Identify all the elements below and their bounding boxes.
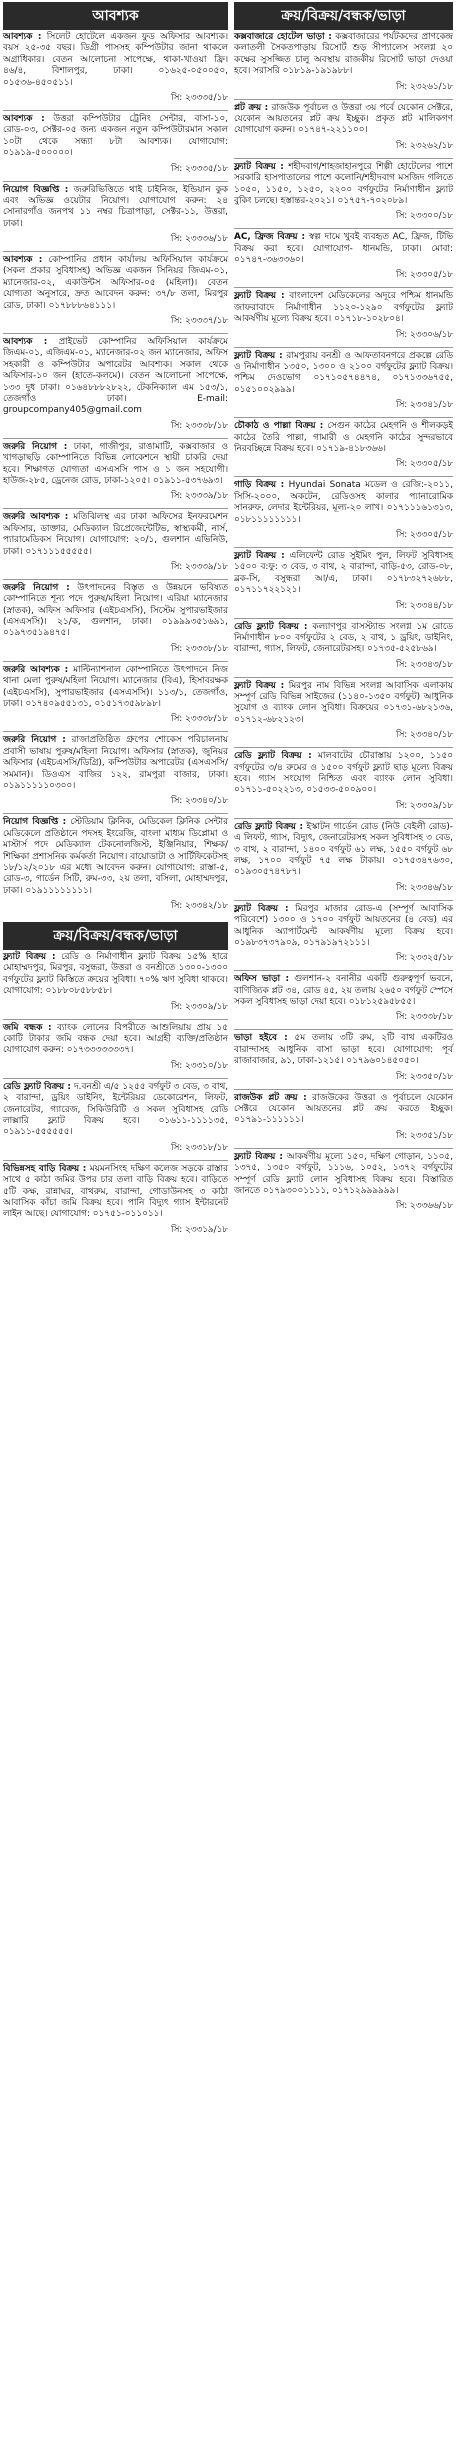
divider <box>234 747 453 748</box>
ad-body: রেডি ও নির্মাণাধীন ফ্ল্যাট বিক্রয় ১৫% হারে মোহাম্মদপুর, মিরপুর, বসুন্ধরা, উত্তরা ও বনশ্রীতে ১৩০০-১৩০০ বর্গফুটের ফ্ল্যাট কিস্তিতে ক্রয়ের সুবিধা। ৭০% ঋণ সুবিধা থাকবে। যোগাযোগ: ০১৮৮০৮৫৮৮৫৮। <box>3 952 228 997</box>
ad-code: সি: ২৩২৬১/১৮ <box>395 81 453 92</box>
divider <box>3 110 228 111</box>
ad-code: সি: ২৩৩৩৮/১৮ <box>170 643 228 654</box>
divider <box>234 618 453 619</box>
divider <box>3 251 228 252</box>
ad-code: সি: ২৩৩০৯/১৮ <box>395 800 453 811</box>
ad-title: রেডি ফ্ল্যাট বিক্রয় : <box>234 621 308 632</box>
ad-title: অফিস ভাড়া : <box>234 974 290 985</box>
ad-code: সি: ২৩৩৩৫/১৮ <box>170 163 228 174</box>
ad-body: মালবাটের চৌরাস্তায় ১২০০, ১১৫০ বর্গফুটের ৩/৪ রুমের ও ১৫০০ বর্গফুট ফ্ল্যাট ছাড় মূল্যে বিক্রয় হবে। গ্যাস সংযোগ নিশ্চিত এবং ব্যাংক লোন সুবিধা। ০১৭১১-৫০২২১৩, ০১৫৩৩-৫০০৯০০। <box>234 751 453 796</box>
ad-title: জমি বন্ধক : <box>3 1022 52 1033</box>
left-sale-ad-3 <box>3 1164 228 1240</box>
ad-code: সি: ২৩৩৪০/১৮ <box>170 796 228 807</box>
ad-body: মাল্টিন্যাশনাল কোম্পানিতে উৎপাদনে নিজ থানা মেলা পুরুষ/মহিলা নিয়োগ। ম্যানেজার (বিএ), হিসাবরক্ষক (এইচএসসি), সুপারভাইজার (এসএসসি)। ১১৩/১, তেজগাঁও, ঢাকা। ০১৭৪০৯৫৫১৩১, ০১৫১৭৩৫৯৮৯৮। <box>3 664 228 710</box>
ad-code: সি: ২৩৩৩৮/১৮ <box>170 714 228 725</box>
left-ad-6 <box>3 512 228 577</box>
ad-body: শহীদবাগ/শাহজাহানপুরে শিল্পী হোটেলের পাশে সরকারি হাসপাতালের পাশে কলোনি/শহীদবাগ মসজিদ গলিতে ১০৫০, ১১৫০, ১২৫০, ২২০০ বর্গফুটের নির্মাণাধীন ফ্ল্যাট বুকিং চলছে। হস্তান্তর-২০২১। ০১৭৫৭-৭০২০৮৯। <box>234 161 453 206</box>
divider <box>234 158 453 159</box>
ad-code: সি: ২৩৩৩৫/১৮ <box>170 92 228 103</box>
ad-title: জরুরি নিয়োগ : <box>3 441 68 452</box>
ad-code: সি: ২৩৩০০/১৮ <box>395 211 453 222</box>
left-column <box>3 2 228 2437</box>
ad-body: মতিঝিলস্থ এর ঢাকা অফিসের ইনফরমেশন অফিসার, ডাক্তার, মেডিক্যাল রিপ্রেজেন্টেটিভ, স্বাস্থ্যকর্মী, নার্স, প্যারামেডিকস নিয়োগ। যোগাযোগ: ২০/১, গুলশান এভিনিউ, ঢাকা। ০১৭১১১৫৫৫৫৫। <box>3 512 229 557</box>
left-ad-3 <box>3 255 228 331</box>
divider <box>234 818 453 819</box>
divider <box>234 677 453 678</box>
left-sale-ad-2 <box>3 1082 228 1158</box>
divider <box>234 347 453 348</box>
ad-body: জরুরিভিত্তিতে থাই চাইনিজ, ইন্ডিয়ান কুক এবং অভিজ্ঞ ওয়েটার নিয়োগ। যোগাযোগ করুন: ২৪ সোনারগাঁও জনপথ ১১ নম্বর চিত্রাপাড়া, সেক্টর-১১, উত্তরা, ঢাকা। <box>3 184 228 229</box>
divider <box>3 333 228 334</box>
ad-title: নিয়োগ বিজ্ঞপ্তি : <box>3 184 69 195</box>
divider <box>3 1078 228 1079</box>
ad-title: AC, ফ্রিজ বিক্রয় : <box>234 232 306 243</box>
divider <box>3 731 228 732</box>
ad-code: সি: ২৩৩৪২/১৮ <box>170 901 228 912</box>
ad-title: চৌকাঠ ও পাল্লা বিক্রয় : <box>234 421 324 432</box>
right-ad-3 <box>234 232 453 285</box>
divider <box>3 438 228 439</box>
ad-title: আবশ্যক : <box>3 337 48 348</box>
ad-title: জরুরি আবশ্যক : <box>3 512 69 523</box>
divider <box>234 900 453 901</box>
ad-title: আবশ্যক : <box>3 32 42 42</box>
right-ad-13 <box>234 904 453 969</box>
right-ad-15 <box>234 1033 453 1086</box>
left-sale-ad-0 <box>3 952 228 1017</box>
ad-body: উৎপাদনের বিস্তৃত ও উন্নয়নে ভবিষ্যত কোম্পানিতে শূন্য পদে পুরুষ/মহিলা নিয়োগ। এরিয়া ম্যানেজার (স্নাতক), অফিস অফিসার (এইচএসসি), সিস্টেম সুপারভাইজার (এসএসসি)। ২১/ক, গুলশান, ঢাকা। ০১৯৯৯৩৫১৬৯১, ০১৯৭৩৫১৯৪৭৫। <box>3 582 228 639</box>
ad-title: আবশ্যক : <box>3 113 45 124</box>
ad-body: রাজাপ্রতিষ্ঠিত গ্রুপের শোকেস পরিচালনায় প্রবাসী ভাষায় পুরুষ/মহিলা নিয়োগ। অফিসার (স্নাতক), জুনিয়র অফিসার (এইচএসসি/ডিগ্রি), কম্পিউটার অপারেটর (এসএসসি/সমমান)। ডিওএস বাজির ১২২, রামপুরা বাজার, ঢাকা। ০১৯১১১১১০৩০০। <box>3 735 228 791</box>
left-ad-2 <box>3 185 228 250</box>
divider <box>3 813 228 814</box>
ad-title: কক্সবাজারে হোটেল ভাড়া : <box>234 32 332 42</box>
divider <box>234 99 453 100</box>
ad-code: সি: ২৩৩৬৬/১৮ <box>395 1201 453 1212</box>
divider <box>3 1160 228 1161</box>
ad-body: রাজউক পূর্বাচল ও উত্তরা ৩য় পর্বে যেকোন সেক্টরে, যেকোন আয়তনের প্লট ক্রয় ইচ্ছুক। প্রকৃত প্লট মালিকগণ যোগাযোগ করুন। ০১৭৪৭-২২১১০০। <box>234 102 453 136</box>
ad-body: সিলেট হোটেলে একজন ফুড অফিসার আবশ্যক। বয়স ২৫-৩৫ বছর। ডিগ্রী পাসসহ কম্পিউটার জানা থাকলে অগ্রাধিকার। বেতন আলোচনা সাপেক্ষে, থাকা-খাওয়া ফ্রি। ৪৬/৪, বিশালপুর, ঢাকা। ০১৬২৫-০৫০০৫০, ০১৫৩৬-৪৫০৫১১। <box>3 32 228 88</box>
ad-title: রেডি ফ্ল্যাট বিক্রয় : <box>234 751 312 762</box>
divider <box>3 661 228 662</box>
ad-code: সি: ২৩৩১৮/১৮ <box>170 1142 228 1153</box>
ad-body: দ.বনশ্রী এ/৫ ১২৫৫ বর্গফুট ৩ বেড, ৩ বাথ, ২ বারান্দা, ড্রয়িং ডাইনিং, ইন্টেরিয়র ডেকোরেশন, লিফট, জেনারেটর, গ্যারেজ, সিকিউরিটি ও সকল সুবিধাসহ রেডি লাক্সারি ফ্ল্যাট বিক্রয় হবে। ০১৬১১-১১১১৩৫, ০১৯১১-৫৫৫৫৫৫। <box>3 1081 229 1138</box>
section-header-wanted: আবশ্যক <box>3 2 228 30</box>
ad-code: সি: ২৩৩০৬/১৮ <box>395 329 453 340</box>
divider <box>234 417 453 418</box>
ad-body: কোম্পানির প্রধান কার্যালয় অফিসিয়াল কার্যক্রমে (সকল প্রকার সুবিধাসহ) অভিজ্ঞ একজন সিনিয়র জিএম-০১, ম্যানেজার-০২, একাউন্টস অফিসার-০৫ (মহিলা)। বেতন যোগ্যতা অনুসারে, দ্রুত আবেদন করুন: ৩৭/৮ তলা, মিরপুর রোড, ঢাকা। ০১৭৮৮৮৬৪১১১। <box>3 255 229 311</box>
ad-title: জরুরি নিয়োগ : <box>3 582 70 593</box>
right-ad-9 <box>234 622 453 675</box>
divider <box>3 579 228 580</box>
ad-body: রাজউকের উত্তরা ও পূর্বাচলে যেকোন সেক্টরে যেকোন আয়তনের প্লট ক্রয় করতে ইচ্ছুক। ০১৭৯১-১১১১১১। <box>234 1092 453 1126</box>
ad-code: সি: ২৩৩০৯/১৮ <box>170 1001 228 1012</box>
ad-code: সি: ২৩৩৪৬/১৮ <box>395 882 453 893</box>
divider <box>234 287 453 288</box>
ad-body: ৫ম তলায় ৩টি রুম, ২টি বাথ একটিরও বারান্দাসহ আধুনিক বাসা ভাড়া হবে। যোগাযোগ: পূর্ব রাজাবাজার, ৯১, ঢাকা-১২১৫। ০১৭৯৬০১৪৫০৫০। <box>234 1033 454 1067</box>
right-column <box>234 2 453 2437</box>
ad-code: সি: ২৩৩১৯/১৮ <box>170 1224 228 1235</box>
section-header-sale: ক্রয়/বিক্রয়/বন্ধক/ভাড়া <box>3 922 228 950</box>
ad-code: সি: ২৩৩৩৯/১৮ <box>170 491 228 502</box>
right-ad-4 <box>234 291 453 344</box>
left-ad-10 <box>3 817 228 916</box>
ad-body: প্রাইভেট কোম্পানির অফিসিয়াল কার্যক্রমে জিএম-০১, এজিএম-০১, ম্যানেজার-০২ জন ম্যানেজার, অফিস সহকারী ও কম্পিউটার অপারেটর আবশ্যক। সকাল থেকে অফিসার-১০ জন (হাতে-কলমে)। বেতন আলোচনা সাপেক্ষে, ১৩৩ দুধ ঢাকা। ০১৬৪৮৮৮২৮২২, টেকনিক্যাল এম ১৫৩/১, তেজগাঁও ঢাকা। E-mail: groupcompany405@gmail.com <box>3 337 229 416</box>
left-ad-9 <box>3 735 228 811</box>
ad-body: গুলশান-২ বনানীর একটি গুরুত্বপূর্ণ ভবনে, বাণিজ্যিক প্লট ৩৪, রোড ৪৫, ২য় তলায় ২৬৫০ বর্গফুট স্পেসে সকল সুবিধাসহ ভাড়া দেয়া হবে। ০১৮১২৫৯৫৮৫৫। <box>234 974 453 1008</box>
right-ad-11 <box>234 751 453 816</box>
ad-code: সি: ২৩৩৪০/১৮ <box>395 730 453 741</box>
ad-code: সি: ২৩৩৩৯/১৮ <box>170 561 228 572</box>
ad-code: সি: ২৩৩৪৩/১৮ <box>395 659 453 670</box>
ad-title: ফ্ল্যাট বিক্রয় : <box>234 350 283 361</box>
divider <box>234 228 453 229</box>
ad-body: ব্যাংক লোনের বিপরীতে আশুলিয়ায় প্রায় ১৫ কোটি টাকার জমি বন্ধক দেয়া হবে। আগ্রহী ব্যক্তি/প্রতিষ্ঠান যোগাযোগ করুন: ০১৭৩৩৩৩৩৩৩৭। <box>3 1022 228 1056</box>
ad-code: সি: ২৩৩১০/১৮ <box>170 1060 228 1071</box>
divider <box>3 181 228 182</box>
ad-body: মিরপুর মাজার রোড-এ (সম্পূর্ণ আবাসিক পরিবেশে) ১৩০০ ও ১৭০০ বর্গফুট আয়তনের (৪ বেড) এর আধুনিক অ্যাপার্টমেন্ট আকর্ষণীয় মূল্যে বিক্রয় হবে। ০১৯৮৩৭৩৭৯০৯, ০১৭৯১৯৭২১১১। <box>234 903 453 948</box>
ad-body: বাংলাদেশ মেডিকেলের অদূরে পশ্চিম ধানমন্ডি জাফরাবাদে নির্মাণাধীন ১১২০-১২৯০ বর্গফুটের ফ্ল্যাট আকর্ষণীয় মূল্যে বিক্রয় হবে। ০১৭১৮-১০২৮০৪। <box>234 291 453 325</box>
ad-body: স্টেডিয়াম ক্লিনিক, মেডিকেল ক্লিনিক সেন্টার মেডিকেলে প্রতিষ্ঠানে পদসহ ইংরেজি, বাংলা মাধ্যম ডিপ্লোমা ও মাস্টার্স পদে মেডিক্যাল টেকনোলজিস্ট, ইঞ্জিনিয়ার, শিক্ষক/শিক্ষিকা প্রশাসনিক কর্মকর্তা নিয়োগ। বায়োডাটা ও সার্টিফিকেটসহ ১৮/১২/২০১৮ এর মধ্যে আবেদন করুন। যোগাযোগ: রাস্তা-৫, রোড-৩, গার্ডেন সিটি, রুম-৩৩, ২য় তলা, বসিলা, মোহাম্মদপুর, ঢাকা। ০১৯১১১১১১১১। <box>3 817 228 896</box>
ad-body: ইস্কাটন গার্ডেন রোড (নিউ বেইলী রোড)-এ লিফট, গ্যাস, বিদ্যুৎ, জেনারেটরসহ সকল সুবিধাসহ ৩ বেড, ৩ বাথ, ২ বারান্দা, ১৪০০ বর্গফুট ৬১ লক্ষ, ১৫৫০ বর্গফুট ৬৮ লক্ষ, ১৭০০ বর্গফুট ৭৫ লক্ষ টাকায়। ০১৭৫৩৪৭৬৩০, ০১৯৩০৫৭৪৭৮৭। <box>234 821 453 878</box>
right-ad-14 <box>234 974 453 1027</box>
ad-code: সি: ২৩৩২৫/১৮ <box>395 953 453 964</box>
divider <box>3 508 228 509</box>
ad-title: ফ্ল্যাট বিক্রয় : <box>234 161 284 172</box>
ad-code: সি: ২৩৩৪১/১৮ <box>395 400 453 411</box>
ad-title: ফ্ল্যাট বিক্রয় : <box>234 291 285 302</box>
ad-body: মিরপুর নাম বিভিন্ন সংলগ্ন আবাসিক এলাকায় সম্পূর্ণ রেডি বিভিন্ন সাইজের (১১৪০-১৩৫০ বর্গফুট) আধুনিক সুযোগ ও ব্যাংক লোন সুবিধা। বিক্রয়ের ০১৭৩১-৬৮২১৩৬, ০১৭১২-৬৮২১২৩। <box>234 680 453 725</box>
ad-title: রেডি ফ্ল্যাট বিক্রয় : <box>3 1081 71 1092</box>
ad-code: সি: ২৩৩৫১/১৮ <box>395 1130 453 1141</box>
left-ad-7 <box>3 583 228 659</box>
ad-code: সি: ২৩৩৩৬/১৮ <box>170 234 228 245</box>
ad-body: আকর্ষণীয় মূল্যে ১৫০, দক্ষিণ গোড়ান, ১১০৫, ১৩৭৫, ১৩৫০ বর্গফুট, ১১১৬, ১০৫২, ১৩৭২ বর্গফুটের সম্পূর্ণ রেডি ফ্ল্যাট লোন সুবিধাসহ বিক্রয় হবে। বিস্তারিত জানতে ০১৭৯৩০০১১১১, ০১৭১২৯৯৯৯৯৯। <box>234 1151 453 1196</box>
left-ad-1 <box>3 114 228 179</box>
right-ad-12 <box>234 822 453 898</box>
right-ad-17 <box>234 1152 453 1217</box>
ad-code: সি: ২৩৩০৫/১৮ <box>395 529 453 540</box>
divider <box>3 1019 228 1020</box>
left-sale-ad-1 <box>3 1023 228 1076</box>
section-header-sale-right: ক্রয়/বিক্রয়/বন্ধক/ভাড়া <box>234 2 453 30</box>
ad-body: Hyundai Sonata মডেল ও রেজি:-২০১১, সিসি-২০০০, অকটেন, রেডিওসহ কালার প্যানারোমিক সানরুফ, লেদার ইন্টেরিয়র, মূল্য-২০ লাখ। ০১৭১১১৬১৩১৩, ০১৮১১১১১১১১। <box>234 480 454 525</box>
ad-title: ফ্ল্যাট বিক্রয় : <box>234 550 285 561</box>
divider <box>234 476 453 477</box>
left-ad-4 <box>3 337 228 436</box>
ad-body: ঢাকা, গাজীপুর, রাঙামাটি, কক্সবাজার ও খাগড়াছড়ি কোম্পানিতে বিভিন্ন লোকেশনে স্থায়ী চাকরি দেয়া হবে। শিক্ষাগত যোগ্যতা এসএসসি পাস ও ১ জন সহযোগী। হাউজ-২৮৫, ড্রেনেজ রোড, ঢাকা-১২০৫। ০১৯১১-৫৩৭৬৯৩। <box>3 441 228 486</box>
ad-body: ময়মনসিংহ দক্ষিণ কলেজ সড়কে রাস্তার সাথে ৫ কাঠা জমির উপর চার তলা বাড়ি বিক্রয় হবে। বাড়িতে ৫টি কক্ষ, রান্নাঘর, বাথরুম, বারান্দা, গোডাউনসহ ৩ কাঠা আবাসিক কাঁচা জমি বিক্রয় হবে। পানি বিদ্যুৎ গ্যাস ইন্টারনেট লাইন আছে। যোগাযোগ: ০১৭৫১-০১১০১১। <box>3 1163 229 1220</box>
ad-body: সেগুন কাঠের মেহগনি ও শীলকড়ই কাঠের তৈরি পাল্লা, গামারী ও মেহগনি কাঠের সুন্দরভাবে নিরবচ্ছিন্নে বিক্রয় হবে। ০১৭১৯-৪১৮৩৬৬। <box>234 421 453 454</box>
divider <box>234 1029 453 1030</box>
ad-title: প্লট ক্রয় : <box>234 102 269 113</box>
ad-title: জরুরি নিয়োগ : <box>3 735 66 746</box>
left-ad-0 <box>3 32 228 108</box>
right-ad-1 <box>234 103 453 156</box>
ad-code: সি: ২৩৩৩৭/১৮ <box>170 316 228 327</box>
ad-title: রেডি ফ্ল্যাট বিক্রয় : <box>234 821 304 832</box>
ad-code: সি: ২৩৩০৫/১৮ <box>395 270 453 281</box>
right-ad-7 <box>234 480 453 545</box>
ad-title: ফ্ল্যাট বিক্রয় : <box>234 1151 283 1162</box>
ad-title: ভাড়া হইবে : <box>234 1033 288 1044</box>
divider <box>234 970 453 971</box>
right-ad-8 <box>234 551 453 616</box>
left-ad-5 <box>3 442 228 507</box>
divider <box>234 547 453 548</box>
ad-code: সি: ২৩২৬২/১৮ <box>395 140 453 151</box>
right-ad-2 <box>234 162 453 227</box>
ad-title: রাজউক প্লট ক্রয় : <box>234 1092 307 1103</box>
ad-code: সি: ২৩৩৪৪/১৮ <box>395 600 453 611</box>
ad-body: কল্যাণপুর বাসস্ট্যান্ড সংলগ্ন ১ম রোডে নির্মাণাধীন ৮০০ বর্গফুটের ২ বেড, ২ বাথ, ১ ড্রয়িং, ডাইনিং, বারান্দা, গ্যাস, লিফট, জেনারেটরসহ। ০১৭৩৫-৫২৫৮৬৯। <box>234 621 453 655</box>
ad-code: সি: ২৩৩০৫/১৮ <box>395 459 453 470</box>
ad-body: কক্সবাজারের পর্যটকদের প্রাণকেন্দ্র কলাতলী সৈকতপাড়ায় রিসোর্ট শুড় সীপ্যালেস সংলগ্ন ২০ কক্ষের সুসজ্জিত চালু অবস্থায় রাজকীয় রিসোর্ট ভাড়া দেওয়া হবে। সরাসরি ০১৮১৯-১৯১৯৮৮। <box>234 32 453 77</box>
ad-title: ফ্ল্যাট বিক্রয় : <box>234 680 285 691</box>
ad-body: উত্তরা কম্পিউটার ট্রেনিং সেন্টার, বাসা-১০, রোড-০৩, সেক্টর-০৫ জন্য একজন নতুন কম্পিউটারমান সকাল ১০টা থেকে সন্ধ্যা ৮টা আবশ্যক। যোগাযোগ: ০১৯১৯-৫০০০০০। <box>3 113 229 159</box>
ad-code: সি: ২৩৩৩৮/১৮ <box>170 420 228 431</box>
right-ad-10 <box>234 681 453 746</box>
ad-title: ফ্ল্যাট বিক্রয় : <box>3 952 56 963</box>
right-ad-5 <box>234 351 453 416</box>
ad-body: এলিফেন্ট রোড সুইমিং পুল, লিফট সুবিধাসহ ১৫০০ ব:ফু: ৩ বেড, ৩ বাথ, ২ বারান্দা, বাড়ি-৫৩, রোড-০৮, ব্লক-সি, বসুন্ধরা আ/এ, ঢাকা। ০১৭৮৩২৭২৬৮৮, ০১৭১১৭২২১২১। <box>234 550 454 596</box>
ad-body: স্বল্প দামে খুবই ব্যবহৃত AC, ফ্রিজ, টিভি বিক্রয় করা হবে। যোগাযোগ- ধানমন্ডি, ঢাকা। মোবা: ০১৭৪৭-৩৬৩৩৬০। <box>234 232 453 266</box>
divider <box>234 1089 453 1090</box>
divider <box>234 1148 453 1149</box>
ad-title: নিয়োগ বিজ্ঞপ্তি : <box>3 817 67 828</box>
right-ad-6 <box>234 421 453 474</box>
ad-title: জরুরি আবশ্যক : <box>3 664 69 675</box>
right-ad-16 <box>234 1093 453 1146</box>
ad-title: গাড়ি বিক্রয় : <box>234 480 285 491</box>
ad-code: সি: ২৩৩৫০/১৮ <box>395 1071 453 1082</box>
ad-code: সি: ২৩৩৩৮/১৮ <box>395 1012 453 1023</box>
ad-title: আবশ্যক : <box>3 255 43 266</box>
right-ad-0 <box>234 32 453 97</box>
ad-title: বিভিন্নসহ বাড়ি বিক্রয় : <box>3 1163 87 1174</box>
ad-body: রামপুরায় বনশ্রী ও আফতাবনগরে প্রকল্পে রেডি ও নির্মাণাধীন ১৩৫০, ১৩০০ ও ২১০০ বর্গফুটের ফ্ল্যাট বিক্রয়। পশ্চিম দেওভোগ ০১৭১০৫৭৪৪৭৪, ০১৭১৩৩৬৭৫৫, ০১৫১০০২৯৯৯। <box>234 350 454 395</box>
ad-title: ফ্ল্যাট বিক্রয় : <box>234 903 289 914</box>
left-ad-8 <box>3 665 228 730</box>
